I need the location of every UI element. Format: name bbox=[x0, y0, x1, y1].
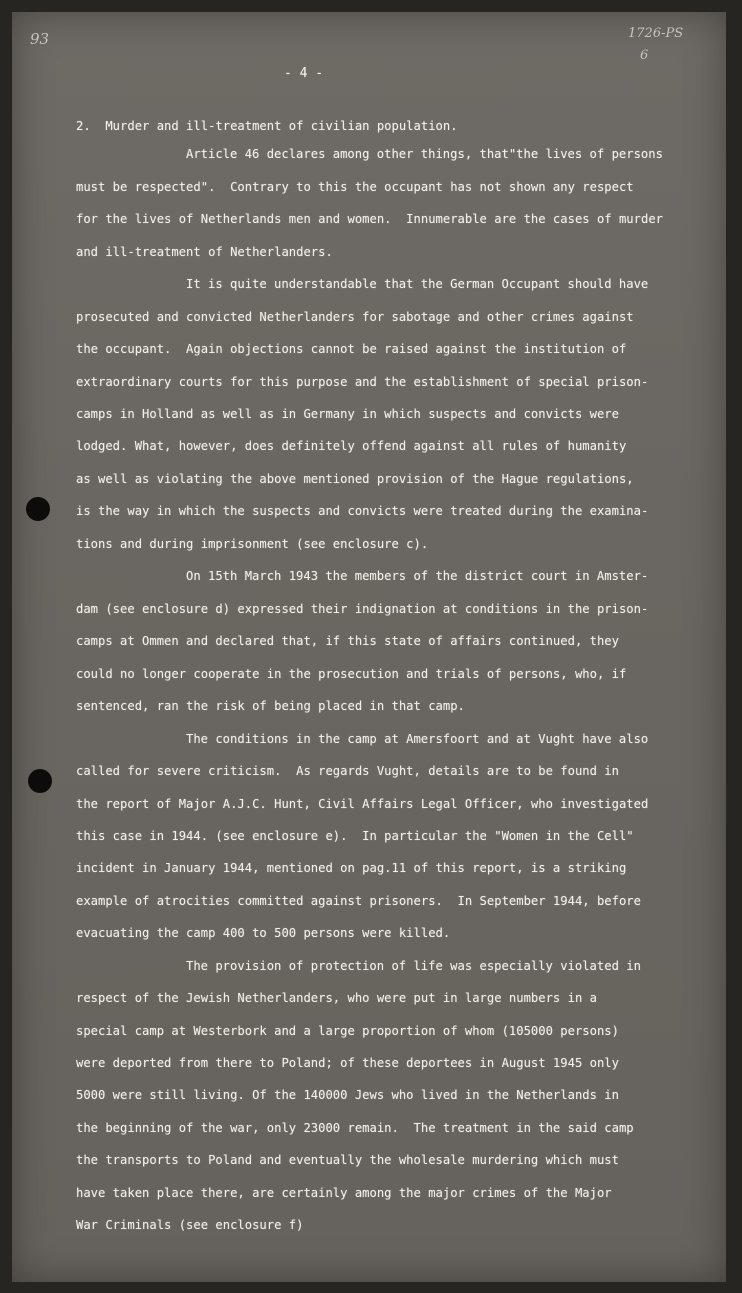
text-line: sentenced, ran the risk of being placed in that camp. bbox=[76, 699, 465, 713]
corner-mark: 93 bbox=[30, 30, 50, 48]
text-line: the report of Major A.J.C. Hunt, Civil Affairs Legal Officer, who investigated bbox=[76, 797, 649, 811]
text-line: incident in January 1944, mentioned on pag.11 of this report, is a striking bbox=[76, 861, 627, 875]
text-line: the transports to Poland and eventually the wholesale murdering which must bbox=[76, 1153, 619, 1167]
text-line: dam (see enclosure d) expressed their indignation at conditions in the prison- bbox=[76, 602, 649, 616]
text-line: and ill-treatment of Netherlanders. bbox=[76, 245, 333, 259]
text-line: the beginning of the war, only 23000 remain. The treatment in the said camp bbox=[76, 1121, 634, 1135]
text-line: could no longer cooperate in the prosecution and trials of persons, who, if bbox=[76, 667, 627, 681]
text-line: respect of the Jewish Netherlanders, who were put in large numbers in a bbox=[76, 991, 597, 1005]
text-line: camps in Holland as well as in Germany in which suspects and convicts were bbox=[76, 407, 619, 421]
text-line: the occupant. Again objections cannot be raised against the institution of bbox=[76, 342, 627, 356]
text-line: prosecuted and convicted Netherlanders for sabotage and other crimes against bbox=[76, 310, 634, 324]
text-line: called for severe criticism. As regards Vught, details are to be found in bbox=[76, 764, 619, 778]
text-line: this case in 1944. (see enclosure e). In particular the "Women in the Cell" bbox=[76, 829, 634, 843]
punch-hole-lower bbox=[28, 769, 52, 793]
text-line: camps at Ommen and declared that, if this state of affairs continued, they bbox=[76, 634, 619, 648]
text-line: special camp at Westerbork and a large proportion of whom (105000 persons) bbox=[76, 1024, 619, 1038]
text-line: The provision of protection of life was especially violated in bbox=[186, 959, 641, 973]
text-line: is the way in which the suspects and convicts were treated during the examina- bbox=[76, 504, 649, 518]
section-heading: 2. Murder and ill-treatment of civilian population. bbox=[76, 119, 458, 133]
text-line: On 15th March 1943 the members of the district court in Amster- bbox=[186, 569, 649, 583]
punch-hole-upper bbox=[26, 497, 50, 521]
text-line: extraordinary courts for this purpose and the establishment of special prison- bbox=[76, 375, 649, 389]
text-line: were deported from there to Poland; of these deportees in August 1945 only bbox=[76, 1056, 619, 1070]
text-line: lodged. What, however, does definitely offend against all rules of humanity bbox=[76, 439, 627, 453]
text-line: evacuating the camp 400 to 500 persons were killed. bbox=[76, 926, 451, 940]
text-line: The conditions in the camp at Amersfoort and at Vught have also bbox=[186, 732, 649, 746]
text-line: example of atrocities committed against prisoners. In September 1944, before bbox=[76, 894, 641, 908]
text-line: Article 46 declares among other things, that"the lives of persons bbox=[186, 147, 663, 161]
text-line: as well as violating the above mentioned provision of the Hague regulations, bbox=[76, 472, 634, 486]
text-line: tions and during imprisonment (see enclosure c). bbox=[76, 537, 429, 551]
text-line: It is quite understandable that the German Occupant should have bbox=[186, 277, 649, 291]
text-line: must be respected". Contrary to this the occupant has not shown any respect bbox=[76, 180, 634, 194]
reference-number: 1726-PS bbox=[628, 26, 684, 41]
text-line: War Criminals (see enclosure f) bbox=[76, 1218, 304, 1232]
text-line: for the lives of Netherlands men and women. Innumerable are the cases of murder bbox=[76, 212, 663, 226]
page-number: - 4 - bbox=[284, 66, 324, 81]
text-line: have taken place there, are certainly among the major crimes of the Major bbox=[76, 1186, 612, 1200]
reference-sub: 6 bbox=[640, 48, 649, 63]
text-line: 5000 were still living. Of the 140000 Jews who lived in the Netherlands in bbox=[76, 1088, 619, 1102]
